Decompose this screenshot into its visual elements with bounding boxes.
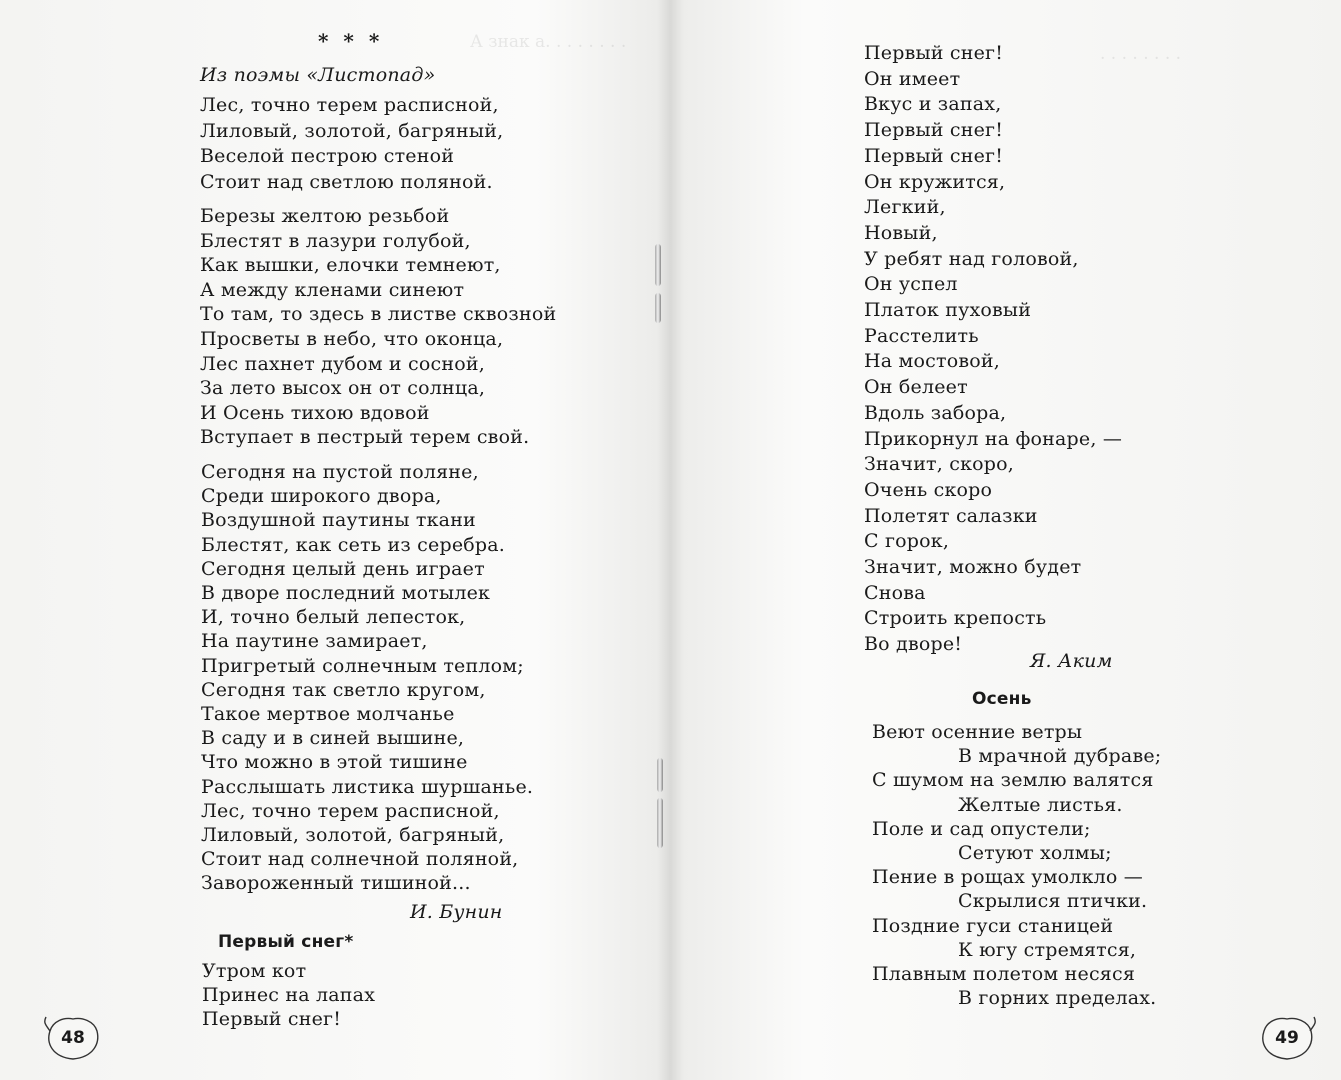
page-number-text: 49 xyxy=(1275,1028,1299,1048)
poem-line: Расстелить xyxy=(864,324,979,347)
poem-line: На мостовой, xyxy=(864,350,1000,373)
poem-line: В горних пределах. xyxy=(958,987,1157,1010)
poem-line: Поле и сад опустели; xyxy=(872,817,1091,840)
poem-line: Завороженный тишиной... xyxy=(201,872,471,895)
poem-line: Первый снег! xyxy=(864,144,1004,167)
poem-line: Утром кот xyxy=(202,960,307,982)
page-number-right xyxy=(1258,1015,1316,1061)
poem-line: В саду и в синей вышине, xyxy=(201,727,465,750)
poem-line: Что можно в этой тишине xyxy=(201,751,468,774)
poem-line: Полетят салазки xyxy=(864,504,1038,527)
poem-line: Он белеет xyxy=(864,376,968,399)
left-page xyxy=(0,0,660,1080)
poem-line: Воздушной паутины ткани xyxy=(201,509,476,532)
poem-line: Первый снег! xyxy=(864,119,1004,142)
poem-line: Березы желтою резьбой xyxy=(200,205,450,227)
poem-line: Он успел xyxy=(864,273,958,296)
bleed-through-text: . . . . . . . . xyxy=(1100,44,1182,64)
poem-line: Сегодня так светло кругом, xyxy=(201,678,486,701)
poem-line: У ребят над головой, xyxy=(864,247,1079,270)
poem-line: Платок пуховый xyxy=(864,299,1032,321)
right-page xyxy=(668,0,1341,1080)
poem-line: Принес на лапах xyxy=(202,984,376,1006)
poem-line: Лес пахнет дубом и сосной, xyxy=(200,352,485,375)
poem-line: Просветы в небо, что оконца, xyxy=(200,328,504,350)
poem-line: Первый снег! xyxy=(202,1008,342,1030)
poem-line: На паутине замирает, xyxy=(201,630,428,653)
poem-subtitle: Из поэмы «Листопад» xyxy=(200,64,436,86)
poem-line: К югу стремятся, xyxy=(958,938,1137,961)
poem-line: Вкус и запах, xyxy=(864,93,1002,116)
poem-line: С горок, xyxy=(864,530,950,553)
poem-line: Вдоль забора, xyxy=(864,401,1007,424)
poem-line: За лето высох он от солнца, xyxy=(200,377,486,400)
poem-line: Сетуют холмы; xyxy=(958,842,1112,864)
poem-separator-stars: * * * xyxy=(318,29,384,53)
poem-line: То там, то здесь в листве сквозной xyxy=(200,303,557,326)
poem-line: Во дворе! xyxy=(864,633,963,656)
poem-line: Сегодня целый день играет xyxy=(201,557,485,580)
poem-line: Скрылися птички. xyxy=(958,890,1148,913)
poem-line: Такое мертвое молчанье xyxy=(201,703,455,725)
bleed-through-text: А знак а. . . . . . . . xyxy=(470,32,627,52)
poem-line: Значит, скоро, xyxy=(864,453,1015,476)
poem-line: И Осень тихою вдовой xyxy=(200,401,430,424)
poem-line: Веселой пестрою стеной xyxy=(200,145,455,167)
page-number-left xyxy=(44,1015,102,1061)
poem-line: Блестят, как сеть из серебра. xyxy=(201,533,506,556)
poem-line: Новый, xyxy=(864,221,938,244)
poem-line: Лес, точно терем расписной, xyxy=(201,799,500,822)
poem-line: Лес, точно терем расписной, xyxy=(200,94,499,116)
poem-line: Снова xyxy=(864,581,926,604)
poem-line: Лиловый, золотой, багряный, xyxy=(201,824,505,846)
poem-line: Плавным полетом несяся xyxy=(872,963,1136,985)
poem-line: А между кленами синеют xyxy=(200,278,465,301)
poem-author: Я. Аким xyxy=(1030,650,1113,672)
poem-line: С шумом на землю валятся xyxy=(872,769,1154,792)
poem-line: Первый снег! xyxy=(864,42,1004,64)
poem-line: Поздние гуси станицей xyxy=(872,914,1114,937)
poem-line: Желтые листья. xyxy=(958,793,1123,816)
poem-line: Легкий, xyxy=(864,196,946,219)
poem-line: Прикорнул на фонаре, — xyxy=(864,427,1123,450)
poem-line: Он кружится, xyxy=(864,170,1006,193)
page-number-text: 48 xyxy=(61,1028,85,1048)
poem-line: Стоит над светлою поляной. xyxy=(200,170,493,193)
poem-line: Расслышать листика шуршанье. xyxy=(201,775,534,798)
poem-title: Осень xyxy=(972,689,1032,709)
poem-line: В мрачной дубраве; xyxy=(958,745,1162,768)
poem-line: Значит, можно будет xyxy=(864,556,1082,578)
poem-title: Первый снег* xyxy=(218,932,354,952)
poem-line: Пригретый солнечным теплом; xyxy=(201,654,524,677)
poem-line: Среди широкого двора, xyxy=(201,485,442,508)
poem-line: Строить крепость xyxy=(864,607,1047,630)
poem-line: В дворе последний мотылек xyxy=(201,582,491,604)
poem-line: Веют осенние ветры xyxy=(872,721,1083,743)
poem-line: Он имеет xyxy=(864,67,961,90)
poem-line: Пение в рощах умолкло — xyxy=(872,866,1143,889)
poem-line: Блестят в лазури голубой, xyxy=(200,229,471,252)
poem-line: Вступает в пестрый терем свой. xyxy=(200,426,530,449)
poem-line: Как вышки, елочки темнеют, xyxy=(200,254,501,277)
poem-line: Очень скоро xyxy=(864,478,993,501)
poem-line: Лиловый, золотой, багряный, xyxy=(200,119,504,142)
poem-line: И, точно белый лепесток, xyxy=(201,606,466,629)
poem-line: Стоит над солнечной поляной, xyxy=(201,848,519,871)
poem-author: И. Бунин xyxy=(410,901,503,923)
poem-line: Сегодня на пустой поляне, xyxy=(201,461,479,483)
